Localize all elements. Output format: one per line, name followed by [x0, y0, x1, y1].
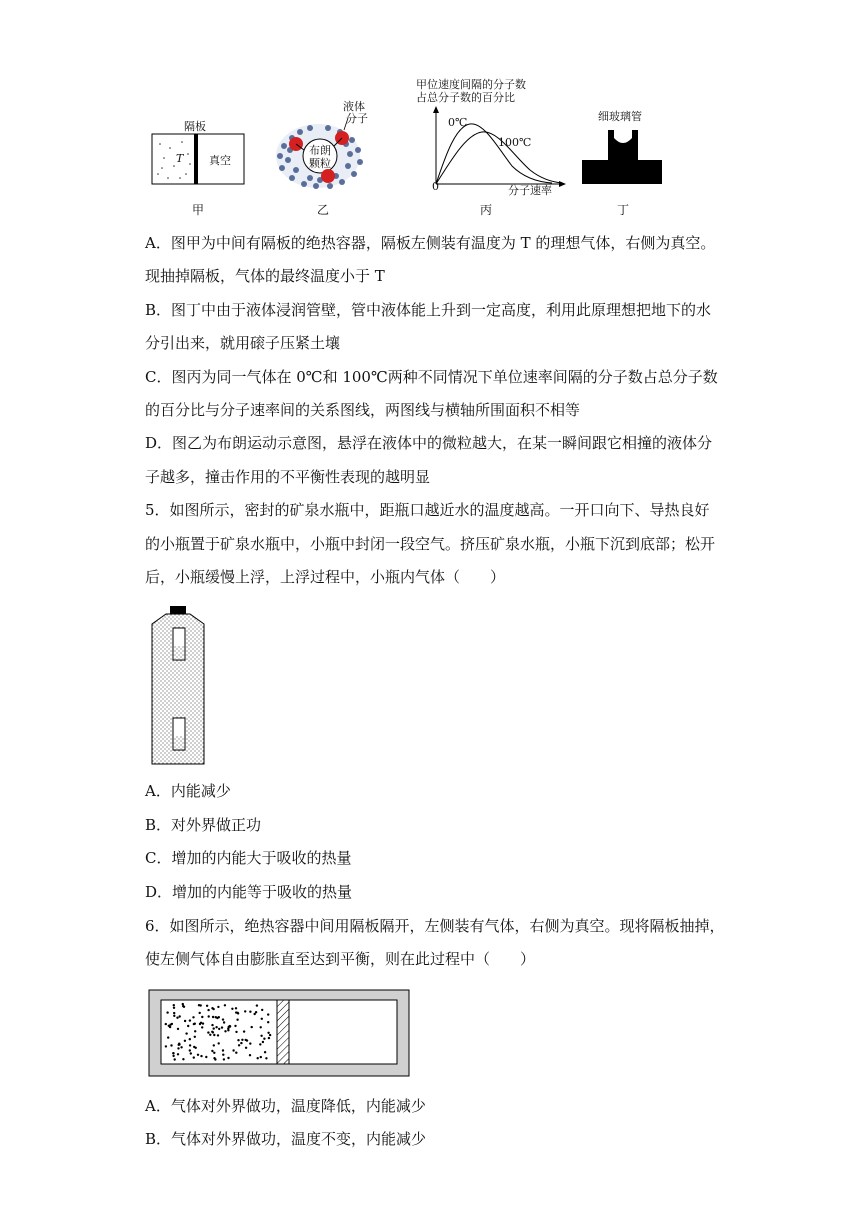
gas-molecule-dot	[182, 1005, 184, 1007]
gas-molecule-dot	[251, 1026, 253, 1028]
container-drawing	[147, 988, 413, 1080]
gas-molecule-dot	[254, 1013, 256, 1015]
gas-molecule-dot	[232, 1049, 234, 1051]
gas-molecule-dot	[177, 1028, 179, 1030]
gas-molecule-dot	[260, 1035, 262, 1037]
figure-yi-caption: 乙	[317, 203, 330, 217]
q4-option-d-line1: D．图乙为布朗运动示意图，悬浮在液体中的微粒越大，在某一瞬间跟它相撞的液体分	[145, 434, 713, 452]
gas-molecule-dot	[207, 1009, 209, 1011]
insulated-container-figure	[147, 988, 413, 1080]
gas-molecule-dot	[184, 1020, 186, 1022]
gas-molecule-dot	[168, 1025, 170, 1027]
brownian-particle-label-2: 颗粒	[309, 157, 331, 170]
brownian-particle-label-1: 布朗	[309, 144, 331, 157]
gas-molecule-dot	[265, 1057, 267, 1059]
gas-molecule-dot	[167, 1036, 169, 1038]
gas-molecule-dot	[261, 1018, 263, 1020]
gas-molecule-dot	[200, 1004, 202, 1006]
gas-molecule-dot	[201, 1026, 203, 1028]
gas-molecule-dot	[213, 1034, 215, 1036]
curve-0c	[436, 124, 552, 184]
gas-molecule-dot	[245, 1047, 247, 1049]
gas-molecule-dot	[267, 1013, 269, 1015]
liquid-molecule-label-2: 分子	[346, 112, 368, 125]
q5-option-d: D．增加的内能等于吸收的热量	[145, 883, 353, 901]
capillary-drawing	[578, 108, 668, 188]
figure-jia	[150, 118, 250, 198]
gas-molecule-dot	[194, 1023, 196, 1025]
gas-molecule-dot	[268, 1037, 270, 1039]
gas-molecule-dot	[184, 1040, 186, 1042]
gas-molecule-dot	[177, 1053, 179, 1055]
gas-molecule-dot	[267, 1032, 269, 1034]
liquid-molecule-label-1: 液体	[343, 100, 365, 113]
gas-molecule-dot	[235, 1007, 237, 1009]
gas-molecule-dot	[245, 1039, 247, 1041]
q4-option-c-line2: 的百分比与分子速率间的关系图线，两图线与横轴所围面积不相等	[145, 401, 581, 419]
gas-molecule-dot	[174, 1058, 176, 1060]
gas-molecule-dot	[231, 1008, 233, 1010]
gas-molecule-dot	[200, 1022, 202, 1024]
gas-molecule-dot	[208, 1015, 210, 1017]
gas-molecule-dot	[207, 1031, 209, 1033]
y-axis-label-2: 占总分子数的百分比	[416, 91, 515, 104]
gas-molecule-dot	[176, 1017, 178, 1019]
gas-molecule-dot	[215, 1026, 217, 1028]
q4-option-a-line2: 现抽掉隔板，气体的最终温度小于 T	[145, 267, 385, 285]
gas-molecule-dot	[223, 1021, 225, 1023]
gas-molecule-dot	[212, 1016, 214, 1018]
gas-molecule-dot	[173, 1007, 175, 1009]
gas-molecule-dot	[194, 1036, 196, 1038]
gas-molecule-dot	[189, 1019, 191, 1021]
gas-molecule-dot	[200, 1055, 202, 1057]
gas-molecule-dot	[193, 1046, 195, 1048]
gas-molecule-dot	[182, 1058, 184, 1060]
gas-molecule-dot	[218, 1042, 220, 1044]
gas-molecule-dot	[189, 1044, 191, 1046]
figure-ding-caption: 丁	[617, 203, 630, 217]
y-axis-label-1: 甲位速度间隔的分子数	[416, 78, 526, 91]
q5-stem-line2: 的小瓶置于矿泉水瓶中，小瓶中封闭一段空气。挤压矿泉水瓶，小瓶下沉到底部；松开	[145, 535, 716, 553]
q5-option-a: A．内能减少	[145, 782, 231, 800]
gas-molecule-dot	[221, 1026, 223, 1028]
q5-stem-line3: 后，小瓶缓慢上浮，上浮过程中，小瓶内气体（ ）	[145, 568, 506, 586]
gas-molecule-dot	[206, 1005, 208, 1007]
q4-option-c-line1: C．图丙为同一气体在 0℃和 100℃两种不同情况下单位速率间隔的分子数占总分子数	[145, 368, 718, 386]
figure-yi	[270, 96, 380, 196]
gas-molecule-dot	[223, 1058, 225, 1060]
q6-option-b: B．气体对外界做功，温度不变，内能减少	[145, 1130, 427, 1148]
gas-molecule-dot	[259, 1043, 261, 1045]
gas-molecule-dot	[182, 1003, 184, 1005]
gas-molecule-dot	[261, 1009, 263, 1011]
gas-molecule-dot	[211, 1007, 213, 1009]
glass-tube-label: 细玻璃管	[598, 110, 642, 123]
gas-molecule-dot	[165, 1045, 167, 1047]
figure-jia-caption: 甲	[192, 203, 205, 217]
temperature-label: T	[176, 152, 184, 165]
q4-option-b-line2: 分引出来，就用磙子压紧土壤	[145, 334, 341, 352]
gas-molecule-dot	[190, 1052, 192, 1054]
gas-molecule-dot	[192, 1016, 194, 1018]
gas-molecule-dot	[173, 1004, 175, 1006]
gas-molecule-dot	[260, 1056, 262, 1058]
gas-molecule-dot	[166, 1011, 168, 1013]
gas-molecule-dot	[170, 1044, 172, 1046]
gas-molecule-dot	[214, 1058, 216, 1060]
q5-stem-line1: 5．如图所示，密封的矿泉水瓶中，距瓶口越近水的温度越高。一开口向下、导热良好	[145, 501, 710, 519]
gas-molecule-dot	[227, 1057, 229, 1059]
q6-stem-line2: 使左侧气体自由膨胀直至达到平衡，则在此过程中（ ）	[145, 950, 536, 968]
gas-molecule-dot	[264, 1051, 266, 1053]
gas-molecule-dot	[209, 1034, 211, 1036]
gas-molecule-dot	[237, 1039, 239, 1041]
gas-molecule-dot	[213, 1052, 215, 1054]
q4-option-a-line1: A．图甲为中间有隔板的绝热容器，隔板左侧装有温度为 T 的理想气体，右侧为真空。	[145, 234, 716, 252]
x-axis-label: 分子速率	[508, 184, 552, 197]
origin-label: 0	[432, 180, 439, 193]
gas-molecule-dot	[172, 1052, 174, 1054]
gas-molecule-dot	[177, 1047, 179, 1049]
q5-option-b: B．对外界做正功	[145, 816, 262, 834]
gas-molecule-dot	[173, 1012, 175, 1014]
gas-molecule-dot	[222, 1049, 224, 1051]
gas-molecule-dot	[178, 1043, 180, 1045]
gas-molecule-dot	[263, 1038, 265, 1040]
gas-molecule-dot	[238, 1044, 240, 1046]
gas-molecule-dot	[244, 1010, 246, 1012]
q6-option-a: A．气体对外界做功，温度降低，内能减少	[145, 1097, 426, 1115]
gas-molecule-dot	[179, 1015, 181, 1017]
q5-option-c: C．增加的内能大于吸收的热量	[145, 849, 352, 867]
gas-molecule-dot	[189, 1038, 191, 1040]
gas-molecule-dot	[227, 1029, 229, 1031]
q4-option-b-line1: B．图丁中由于液体浸润管壁，管中液体能上升到一定高度，利用此原理想把地下的水	[145, 301, 712, 319]
gas-molecule-dot	[249, 1011, 251, 1013]
gas-molecule-dot	[243, 1030, 245, 1032]
gas-molecule-dot	[172, 1055, 174, 1057]
gas-molecule-dot	[257, 1057, 259, 1059]
figure-bing	[412, 74, 572, 198]
gas-molecule-dot	[185, 1032, 187, 1034]
gas-molecule-dot	[267, 1021, 269, 1023]
gas-molecule-dot	[218, 1028, 220, 1030]
mineral-water-bottle-figure	[148, 604, 208, 768]
gas-molecule-dot	[240, 1042, 242, 1044]
gas-molecule-dot	[187, 1025, 189, 1027]
gas-molecule-dot	[211, 1031, 213, 1033]
partition-label: 隔板	[184, 120, 206, 133]
gas-molecule-dot	[213, 1044, 215, 1046]
gas-molecule-dot	[241, 1039, 243, 1041]
gas-molecule-dot	[229, 1025, 231, 1027]
gas-molecule-dot	[173, 1015, 175, 1017]
gas-molecule-dot	[217, 1006, 219, 1008]
gas-molecule-dot	[199, 1012, 201, 1014]
gas-molecule-dot	[260, 1026, 262, 1028]
gas-molecule-dot	[249, 1042, 251, 1044]
gas-molecule-dot	[211, 1050, 213, 1052]
bottle-drawing	[148, 604, 208, 768]
gas-molecule-dot	[222, 1018, 224, 1020]
gas-molecule-dot	[197, 1054, 199, 1056]
gas-molecule-dot	[235, 1052, 237, 1054]
gas-molecule-dot	[205, 1056, 207, 1058]
gas-molecule-dot	[165, 1023, 167, 1025]
gas-molecule-dot	[262, 1041, 264, 1043]
vacuum-label: 真空	[209, 154, 231, 167]
gas-molecule-dot	[180, 1046, 182, 1048]
gas-molecule-dot	[249, 1054, 251, 1056]
gas-molecule-dot	[224, 1030, 226, 1032]
gas-molecule-dot	[234, 1025, 236, 1027]
figure-bing-caption: 丙	[480, 203, 493, 217]
gas-molecule-dot	[194, 1030, 196, 1032]
gas-molecule-dot	[235, 1031, 237, 1033]
gas-molecule-dot	[193, 1056, 195, 1058]
gas-molecule-dot	[256, 1004, 258, 1006]
curve-100c-label: 100℃	[498, 136, 532, 149]
gas-molecule-dot	[236, 1019, 238, 1021]
gas-molecule-dot	[189, 1049, 191, 1051]
gas-molecule-dot	[213, 1027, 215, 1029]
gas-molecule-dot	[224, 1004, 226, 1006]
gas-molecule-dot	[222, 1054, 224, 1056]
q4-option-d-line2: 子越多，撞击作用的不平衡性表现的越明显	[145, 468, 431, 486]
gas-molecule-dot	[217, 1034, 219, 1036]
curve-0c-label: 0℃	[448, 116, 468, 129]
gas-molecule-dot	[201, 1016, 203, 1018]
gas-molecule-dot	[269, 1034, 271, 1036]
q6-stem-line1: 6．如图所示，绝热容器中间用隔板隔开，左侧装有气体，右侧为真空。现将隔板抽掉，	[145, 917, 725, 935]
gas-molecule-dot	[237, 1012, 239, 1014]
figure-ding	[578, 108, 668, 188]
gas-molecule-dot	[216, 1017, 218, 1019]
gas-molecule-dot	[211, 1024, 213, 1026]
